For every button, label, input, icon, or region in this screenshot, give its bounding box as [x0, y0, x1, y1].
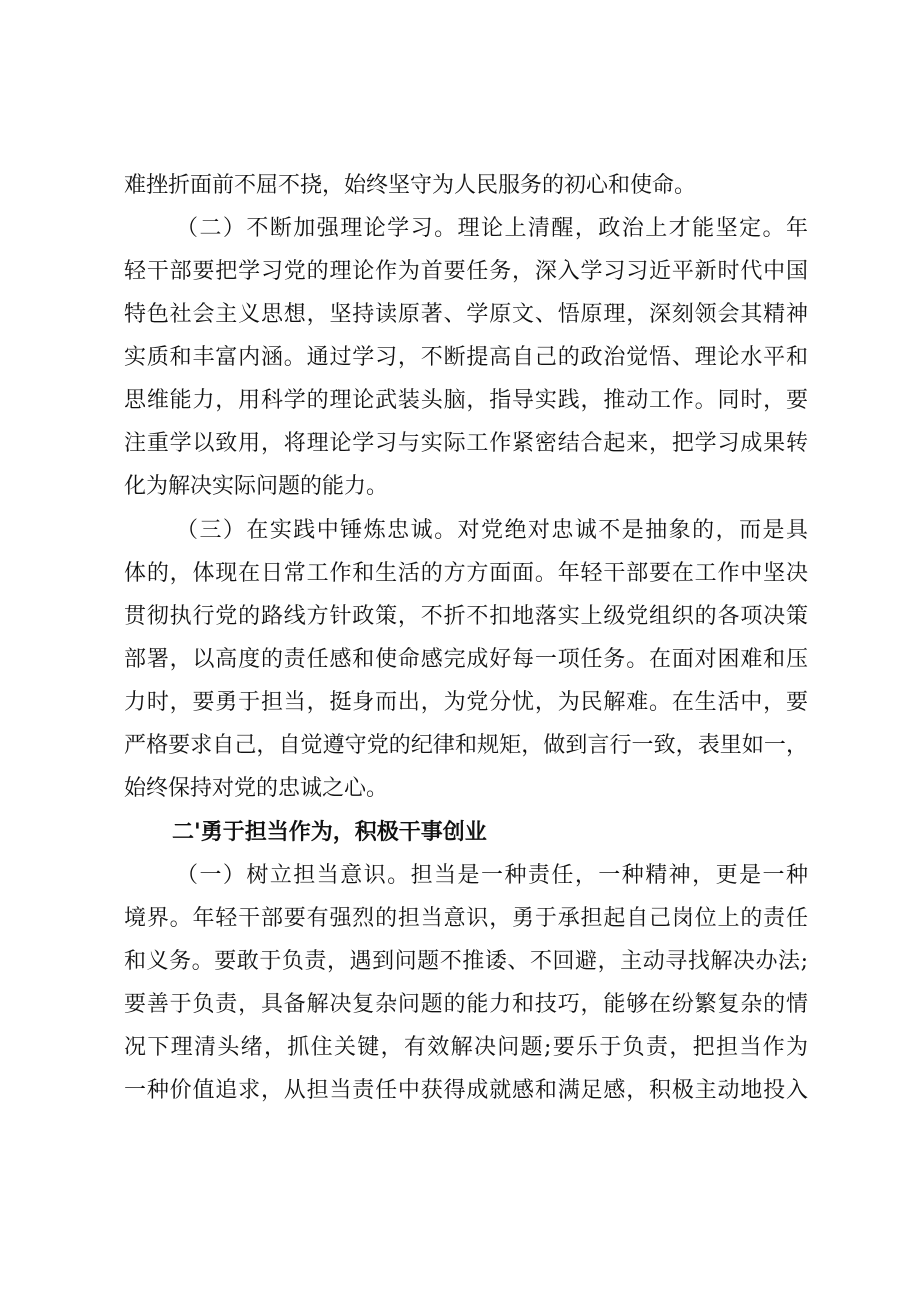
paragraph-line: 和义务。要敢于负责，遇到问题不推诿、不回避，主动寻找解决办法; — [124, 949, 808, 974]
section-heading: 二'勇于担当作为，积极干事创业 — [172, 820, 487, 845]
paragraph-line: 始终保持对党的忠诚之心。 — [124, 776, 389, 801]
paragraph-line: 境界。年轻干部要有强烈的担当意识，勇于承担起自己岗位上的责任 — [124, 906, 808, 931]
paragraph-line: 部署，以高度的责任感和使命感完成好每一项任务。在面对困难和压 — [124, 647, 808, 672]
paragraph-line: 思维能力，用科学的理论武装头脑，指导实践，推动工作。同时，要 — [124, 388, 808, 413]
paragraph-line: 体的，体现在日常工作和生活的方方面面。年轻干部要在工作中坚决 — [124, 561, 808, 586]
paragraph-line: 一种价值追求，从担当责任中获得成就感和满足感，积极主动地投入 — [124, 1078, 808, 1103]
paragraph-line: （二）不断加强理论学习。理论上清醒，政治上才能坚定。年 — [176, 216, 808, 241]
paragraph-line: 要善于负责，具备解决复杂问题的能力和技巧，能够在纷繁复杂的情 — [124, 992, 808, 1017]
paragraph-line: 贯彻执行党的路线方针政策，不折不扣地落实上级党组织的各项决策 — [124, 604, 808, 629]
paragraph-line: 化为解决实际问题的能力。 — [124, 474, 389, 499]
paragraph-line: 严格要求自己，自觉遵守党的纪律和规矩，做到言行一致，表里如一， — [124, 733, 808, 758]
paragraph-line: 况下理清头绪，抓住关键，有效解决问题;要乐于负责，把担当作为 — [124, 1035, 808, 1060]
paragraph-line: （三）在实践中锤炼忠诚。对党绝对忠诚不是抽象的，而是具 — [176, 518, 808, 543]
paragraph-line: 特色社会主义思想，坚持读原著、学原文、悟原理，深刻领会其精神 — [124, 302, 808, 327]
paragraph-line: 力时，要勇于担当，挺身而出，为党分忧，为民解难。在生活中，要 — [124, 690, 808, 715]
paragraph-line: 注重学以致用，将理论学习与实际工作紧密结合起来，把学习成果转 — [124, 431, 808, 456]
paragraph-line: 难挫折面前不屈不挠，始终坚守为人民服务的初心和使命。 — [124, 173, 697, 198]
paragraph-line: 轻干部要把学习党的理论作为首要任务，深入学习习近平新时代中国 — [124, 259, 808, 284]
paragraph-line: 实质和丰富内涵。通过学习，不断提高自己的政治觉悟、理论水平和 — [124, 345, 808, 370]
paragraph-line: （一）树立担当意识。担当是一种责任，一种精神，更是一种 — [176, 863, 808, 888]
